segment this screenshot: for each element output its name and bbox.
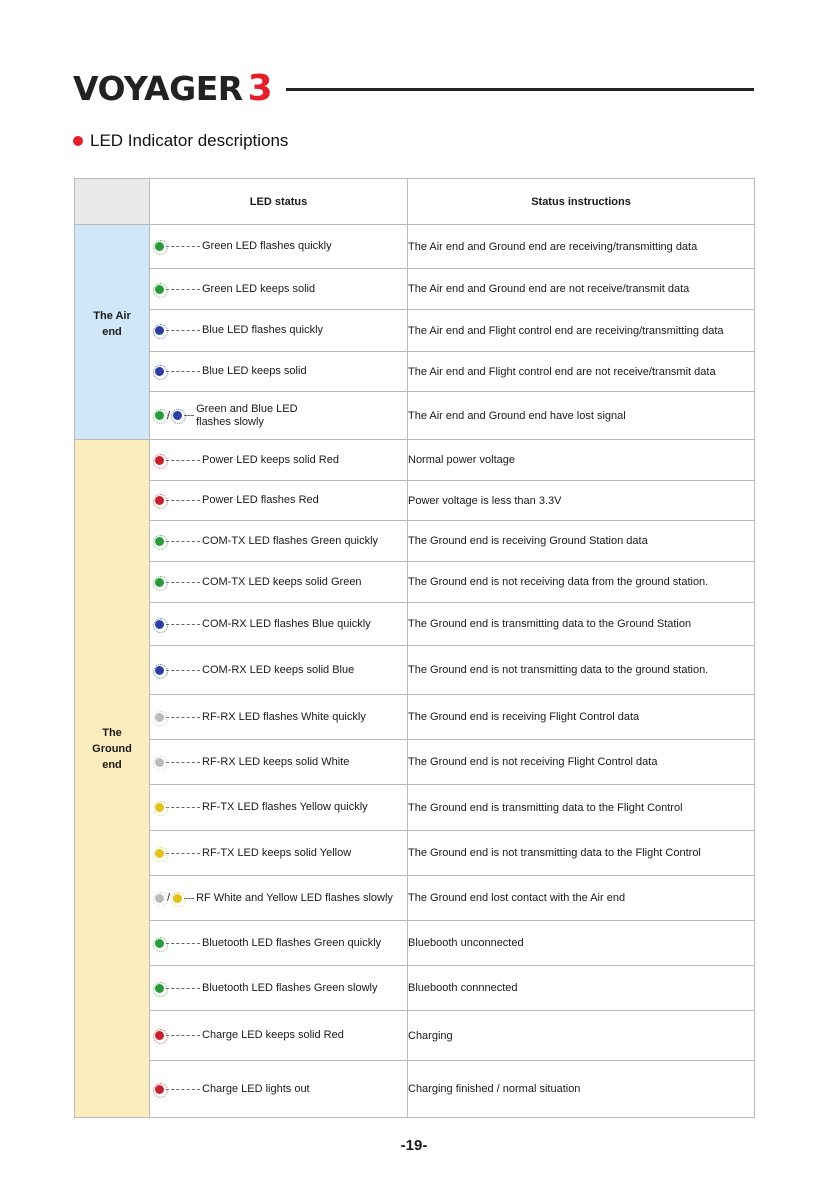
group-label-line: The Air: [93, 310, 131, 322]
led-status-label: [202, 618, 371, 631]
table-row: [75, 521, 755, 562]
led-icons: [155, 367, 164, 376]
led-status-text: RF-TX LED keeps solid Yellow: [202, 846, 352, 859]
section-heading: [73, 131, 288, 151]
led-icons: [155, 758, 164, 767]
led-status-text: Power LED keeps solid Red: [202, 453, 339, 466]
led-status-text: Green LED flashes quickly: [202, 240, 332, 252]
led-status-text: RF-RX LED flashes White quickly: [202, 710, 366, 723]
led-status-cell: [150, 521, 408, 562]
table-row: [75, 966, 755, 1011]
status-instruction-cell: The Ground end is receiving Flight Control data: [408, 695, 755, 740]
led-light-icon: [155, 984, 164, 993]
table-row: [75, 1011, 755, 1061]
section-title: LED Indicator descriptions: [90, 131, 289, 150]
header-status-instructions: Status instructions: [408, 179, 755, 225]
led-status-cell: [150, 921, 408, 966]
led-status-text: COM-RX LED flashes Blue quickly: [202, 617, 371, 630]
led-status-label: [202, 576, 362, 589]
status-instruction-cell: The Ground end is transmitting data to the Ground Station: [408, 603, 755, 646]
led-status-label: [202, 240, 332, 253]
led-status-cell: [150, 562, 408, 603]
led-light-icon: [155, 578, 164, 587]
led-status-cell: [150, 876, 408, 921]
led-status-label: [196, 403, 298, 429]
led-status-text: COM-RX LED keeps solid Blue: [202, 663, 355, 676]
voyager-logo: [73, 68, 273, 108]
logo-brand-text: VOYAGER: [73, 68, 243, 108]
led-status-cell: [150, 440, 408, 481]
status-instruction-cell: The Ground end lost contact with the Air end: [408, 876, 755, 921]
led-status-text: Charge LED keeps solid Red: [202, 1029, 344, 1041]
led-status-text: Blue LED keeps solid: [202, 365, 307, 377]
table-row: [75, 440, 755, 481]
table-row: [75, 269, 755, 310]
led-status-text: RF-RX LED keeps solid White: [202, 755, 350, 768]
led-status-label: [202, 365, 307, 378]
table-row: [75, 603, 755, 646]
table-row: [75, 740, 755, 785]
leader-line: [166, 582, 200, 583]
status-instruction-cell: The Ground end is not receiving data from the ground station.: [408, 562, 755, 603]
leader-line: [166, 500, 200, 501]
table-row: [75, 646, 755, 695]
led-status-text: COM-TX LED keeps solid Green: [202, 575, 362, 588]
led-icons: [155, 410, 182, 422]
status-instruction-cell: The Air end and Ground end are receiving/transmitting data: [408, 225, 755, 269]
group-label-line: end: [102, 758, 122, 771]
status-instruction-cell: The Air end and Flight control end are receiving/transmitting data: [408, 310, 755, 352]
led-status-text: Green LED keeps solid: [202, 282, 316, 295]
leader-line: [166, 371, 200, 372]
leader-line: [166, 330, 200, 331]
led-icons: [155, 803, 164, 812]
table-body: [75, 225, 755, 1118]
led-light-icon: [155, 894, 164, 903]
status-instruction-cell: The Air end and Flight control end are not receive/transmit data: [408, 352, 755, 392]
table-row: [75, 1061, 755, 1118]
led-icons: [155, 1031, 164, 1040]
icon-separator: /: [167, 409, 171, 422]
led-status-text: Bluetooth LED flashes Green quickly: [202, 936, 382, 949]
led-icons: [155, 849, 164, 858]
led-status-cell: [150, 695, 408, 740]
logo-brand-number: 3: [247, 67, 273, 109]
led-icons: [155, 713, 164, 722]
led-icons: [155, 242, 164, 251]
header-rule: [286, 88, 754, 91]
led-light-icon: [155, 803, 164, 812]
led-status-text: Power LED flashes Red: [202, 494, 319, 506]
status-instruction-cell: Bluebooth connnected: [408, 966, 755, 1011]
header-led-status: LED status: [150, 179, 408, 225]
icon-separator: /: [167, 892, 171, 904]
led-status-label: [202, 454, 339, 467]
led-icons: [155, 620, 164, 629]
leader-line: [166, 807, 200, 808]
led-status-text: COM-TX LED flashes Green quickly: [202, 534, 379, 547]
group-label-line: The: [102, 726, 122, 739]
led-status-label: [202, 664, 354, 677]
led-icons: [155, 939, 164, 948]
led-status-cell: [150, 740, 408, 785]
group-label-line: Ground: [92, 742, 132, 755]
led-status-text: RF-TX LED flashes Yellow quickly: [202, 801, 368, 813]
leader-line: [166, 289, 200, 290]
led-status-text: Bluetooth LED flashes Green slowly: [202, 981, 378, 994]
table-row: [75, 310, 755, 352]
led-status-text: Charge LED lights out: [202, 1082, 310, 1095]
table-header-row: [75, 179, 755, 225]
led-icons: [155, 285, 164, 294]
header-corner-cell: [75, 179, 150, 225]
status-instruction-cell: Charging: [408, 1011, 755, 1061]
leader-line: [166, 988, 200, 989]
led-status-cell: [150, 481, 408, 521]
led-light-icon: [155, 367, 164, 376]
led-icons: [155, 666, 164, 675]
group-ground-end: [75, 440, 150, 1118]
led-status-label: [202, 1029, 344, 1042]
status-instruction-cell: Normal power voltage: [408, 440, 755, 481]
status-instruction-cell: The Air end and Ground end have lost signal: [408, 392, 755, 440]
led-status-cell: [150, 785, 408, 831]
leader-line: [166, 670, 200, 671]
led-status-label: [202, 982, 377, 995]
led-light-icon: [173, 411, 182, 420]
led-light-icon: [155, 326, 164, 335]
leader-line: [166, 1089, 200, 1090]
led-light-icon: [155, 242, 164, 251]
table-row: [75, 392, 755, 440]
leader-line: [166, 541, 200, 542]
led-light-icon: [155, 537, 164, 546]
led-light-icon: [155, 620, 164, 629]
led-status-cell: [150, 1061, 408, 1118]
led-status-label: [202, 937, 381, 950]
led-light-icon: [155, 1031, 164, 1040]
led-status-cell: [150, 966, 408, 1011]
table-row: [75, 481, 755, 521]
led-status-label: [202, 801, 368, 814]
led-status-label: [202, 1083, 310, 1096]
table-row: [75, 562, 755, 603]
led-light-icon: [155, 758, 164, 767]
led-status-label: [202, 711, 366, 724]
led-status-label: [196, 892, 393, 905]
status-instruction-cell: Power voltage is less than 3.3V: [408, 481, 755, 521]
led-status-label: [202, 756, 349, 769]
table-row: [75, 695, 755, 740]
led-status-cell: [150, 352, 408, 392]
led-light-icon: [155, 666, 164, 675]
table-row: [75, 921, 755, 966]
led-light-icon: [173, 894, 182, 903]
led-icons: [155, 537, 164, 546]
led-icons: [155, 456, 164, 465]
led-status-cell: [150, 603, 408, 646]
led-light-icon: [155, 496, 164, 505]
led-icons: [155, 1085, 164, 1094]
table-row: [75, 352, 755, 392]
led-status-text-line2: flashes slowly: [196, 415, 264, 428]
status-instruction-cell: The Air end and Ground end are not receive/transmit data: [408, 269, 755, 310]
table-row: [75, 785, 755, 831]
led-status-label: [202, 535, 378, 548]
led-status-cell: [150, 646, 408, 695]
status-instruction-cell: Bluebooth unconnected: [408, 921, 755, 966]
group-label-line: end: [102, 326, 122, 338]
leader-line: [166, 717, 200, 718]
led-status-label: [202, 494, 319, 507]
led-status-label: [202, 324, 323, 337]
leader-line: [166, 1035, 200, 1036]
led-status-text: Blue LED flashes quickly: [202, 324, 324, 336]
led-light-icon: [155, 285, 164, 294]
led-light-icon: [155, 411, 164, 420]
led-status-text: RF White and Yellow LED flashes slowly: [196, 891, 393, 904]
led-light-icon: [155, 939, 164, 948]
led-status-cell: [150, 392, 408, 440]
leader-line: [166, 460, 200, 461]
table-row: [75, 831, 755, 876]
led-icons: [155, 496, 164, 505]
table-row: [75, 876, 755, 921]
led-light-icon: [155, 1085, 164, 1094]
leader-line: [166, 624, 200, 625]
red-bullet-icon: [73, 136, 83, 146]
status-instruction-cell: The Ground end is receiving Ground Station data: [408, 521, 755, 562]
group-air-end: [75, 225, 150, 440]
led-light-icon: [155, 849, 164, 858]
leader-line: [166, 943, 200, 944]
status-instruction-cell: The Ground end is transmitting data to the Flight Control: [408, 785, 755, 831]
status-instruction-cell: The Ground end is not transmitting data to the ground station.: [408, 646, 755, 695]
led-icons: [155, 326, 164, 335]
led-indicator-table: [74, 178, 755, 1118]
led-status-label: [202, 847, 351, 860]
led-status-label: [202, 283, 315, 296]
led-status-cell: [150, 1011, 408, 1061]
led-light-icon: [155, 456, 164, 465]
led-status-text: Green and Blue LED: [196, 402, 298, 415]
led-light-icon: [155, 713, 164, 722]
leader-line: [166, 762, 200, 763]
table-row: [75, 225, 755, 269]
led-status-cell: [150, 310, 408, 352]
status-instruction-cell: Charging finished / normal situation: [408, 1061, 755, 1118]
status-instruction-cell: The Ground end is not transmitting data to the Flight Control: [408, 831, 755, 876]
led-icons: [155, 892, 182, 904]
led-icons: [155, 578, 164, 587]
led-icons: [155, 984, 164, 993]
led-status-cell: [150, 831, 408, 876]
page-number: -19-: [400, 1137, 428, 1154]
led-status-cell: [150, 269, 408, 310]
led-status-cell: [150, 225, 408, 269]
leader-line: [166, 246, 200, 247]
status-instruction-cell: The Ground end is not receiving Flight Control data: [408, 740, 755, 785]
leader-line: [166, 853, 200, 854]
